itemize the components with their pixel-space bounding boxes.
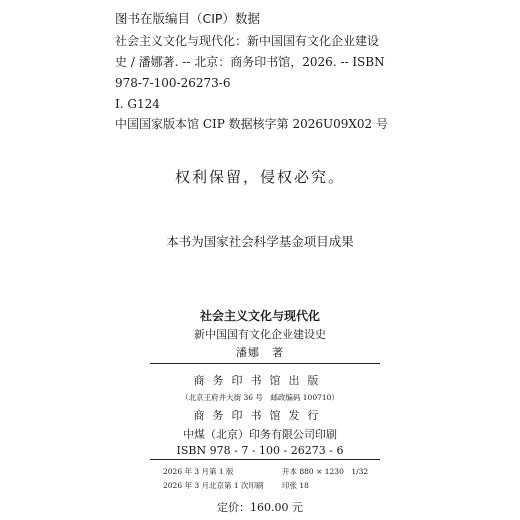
format-info: 开本 880 × 1230 1/32 xyxy=(282,467,369,476)
book-subtitle: 新中国国有文化企业建设史 xyxy=(194,328,326,341)
book-title: 社会主义文化与现代化 xyxy=(199,309,320,323)
price: 定价：160.00 元 xyxy=(217,501,303,514)
isbn-line: ISBN 978 - 7 - 100 - 26273 - 6 xyxy=(176,444,344,457)
cip-line-4: Ⅰ. G124 xyxy=(115,97,160,111)
printer-line: 中煤（北京）印务有限公司印刷 xyxy=(183,428,337,441)
publisher-address: （北京王府井大街 36 号 邮政编码 100710） xyxy=(181,393,339,402)
cip-line-5: 中国国家版本馆 CIP 数据核字第 2026U09X02 号 xyxy=(115,117,388,131)
cip-line-1: 社会主义文化与现代化：新中国国有文化企业建设 xyxy=(115,34,380,48)
book-author: 潘娜 著 xyxy=(236,346,284,359)
cip-heading: 图书在版编目（CIP）数据 xyxy=(115,11,260,26)
imprint-top-rule xyxy=(150,363,380,364)
cip-line-2: 史 / 潘娜著. -- 北京：商务印书馆，2026. -- ISBN xyxy=(115,55,385,69)
cip-line-3: 978-7-100-26273-6 xyxy=(115,76,231,90)
imprint-bottom-rule xyxy=(150,459,380,460)
distributor-line: 商务印书馆发行 xyxy=(193,409,327,422)
printing-info: 2026 年 3 月北京第 1 次印刷 xyxy=(163,481,264,490)
rights-notice: 权利保留，侵权必究。 xyxy=(174,168,345,186)
edition-info: 2026 年 3 月第 1 版 xyxy=(163,467,234,476)
fund-note: 本书为国家社会科学基金项目成果 xyxy=(166,234,354,249)
publisher-line: 商务印书馆出版 xyxy=(193,374,327,387)
sheets-info: 印张 18 xyxy=(282,481,309,490)
